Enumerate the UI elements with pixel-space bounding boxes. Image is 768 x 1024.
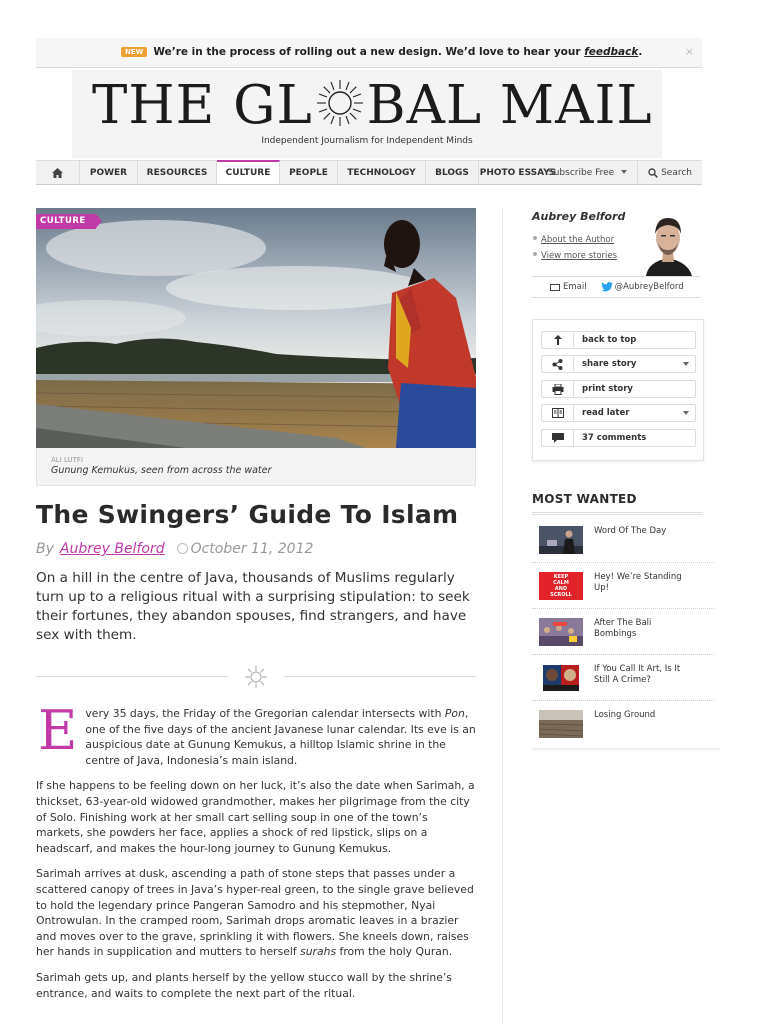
most-wanted-shadow bbox=[532, 748, 720, 752]
thumbnail bbox=[539, 664, 583, 692]
back-to-top-button[interactable] bbox=[541, 331, 696, 349]
tool-label: share story bbox=[582, 359, 637, 369]
paragraph-3 bbox=[36, 866, 476, 960]
most-wanted-list bbox=[532, 517, 714, 747]
about-author-link[interactable]: About the Author bbox=[533, 232, 617, 248]
printer-icon bbox=[542, 381, 574, 397]
list-item-label: If You Call It Art, Is It Still A Crime? bbox=[594, 664, 681, 685]
search-label: Search bbox=[661, 167, 692, 178]
chevron-down-icon bbox=[683, 411, 689, 415]
banner-message bbox=[121, 46, 642, 58]
p3-text-b: from the holy Quran. bbox=[336, 945, 453, 959]
byline-prefix: By bbox=[36, 541, 54, 557]
section-divider bbox=[36, 666, 476, 688]
feedback-link[interactable]: feedback bbox=[584, 46, 639, 58]
nav-item-power[interactable]: POWER bbox=[80, 161, 138, 184]
hero-image bbox=[36, 208, 476, 448]
read-later-button[interactable] bbox=[541, 404, 696, 422]
list-item[interactable] bbox=[532, 655, 714, 701]
logo-text-right: BAL MAIL bbox=[366, 74, 653, 136]
list-item-label: Hey! We’re Standing Up! bbox=[594, 572, 682, 593]
author-social bbox=[532, 276, 700, 298]
photo-credit: ALI LUTFI bbox=[51, 456, 84, 464]
nav-item-photo-essays[interactable]: PHOTO ESSAYS bbox=[479, 167, 557, 178]
twitter-link[interactable] bbox=[601, 282, 684, 292]
banner-text: We’re in the process of rolling out a new design. We’d love to hear your bbox=[153, 46, 585, 58]
article-standfirst: On a hill in the centre of Java, thousands of Muslims regularly turn up to a religious ritual with a surprising stipulation: to seek their fortunes, they abandon spouses, find strangers, and have sex with them. bbox=[36, 570, 470, 643]
story-tools bbox=[532, 319, 704, 461]
p1-text-a: very 35 days, the Friday of the Gregorian calendar intersects with bbox=[85, 707, 445, 720]
publish-date: October 11, 2012 bbox=[190, 541, 314, 557]
tool-label: read later bbox=[582, 408, 630, 418]
book-icon bbox=[542, 405, 574, 421]
list-item[interactable] bbox=[532, 609, 714, 655]
tool-label: print story bbox=[582, 384, 633, 394]
nav-item-people[interactable]: PEOPLE bbox=[280, 161, 338, 184]
photo-caption-text: Gunung Kemukus, seen from across the water bbox=[51, 465, 272, 476]
home-icon[interactable] bbox=[36, 161, 80, 184]
most-wanted-rule bbox=[532, 512, 702, 515]
masthead bbox=[72, 70, 662, 158]
chevron-down-icon bbox=[621, 170, 627, 174]
share-icon bbox=[542, 356, 574, 372]
tool-label: 37 comments bbox=[582, 433, 647, 443]
section-tag[interactable]: CULTURE bbox=[36, 214, 96, 229]
site-logo[interactable] bbox=[92, 76, 653, 134]
arrow-up-icon bbox=[542, 332, 574, 348]
tagline: Independent Journalism for Independent Minds bbox=[261, 136, 473, 146]
list-item-label: Losing Ground bbox=[594, 710, 656, 720]
subscribe-dropdown[interactable] bbox=[538, 168, 637, 178]
thumbnail bbox=[539, 526, 583, 554]
thumbnail bbox=[539, 618, 583, 646]
search-button[interactable] bbox=[637, 161, 702, 184]
subscribe-label: Subscribe Free bbox=[548, 167, 615, 178]
announcement-banner bbox=[36, 38, 702, 68]
list-item[interactable] bbox=[532, 701, 714, 747]
nav-item-resources[interactable]: RESOURCES bbox=[138, 161, 217, 184]
author-name[interactable]: Aubrey Belford bbox=[532, 210, 626, 223]
paragraph-1 bbox=[36, 699, 476, 768]
author-avatar bbox=[638, 204, 698, 276]
print-story-button[interactable] bbox=[541, 380, 696, 398]
nav-right bbox=[538, 161, 702, 184]
comment-icon bbox=[542, 430, 574, 446]
author-link[interactable]: Aubrey Belford bbox=[59, 541, 165, 557]
chevron-down-icon bbox=[683, 362, 689, 366]
column-divider bbox=[502, 208, 503, 1024]
photo-caption bbox=[36, 448, 476, 486]
logo-text-left: THE GL bbox=[92, 74, 313, 136]
close-icon[interactable]: × bbox=[684, 45, 694, 58]
search-icon bbox=[648, 168, 658, 178]
most-wanted-title: MOST WANTED bbox=[532, 492, 637, 506]
p1-emphasis: Pon bbox=[444, 707, 465, 720]
author-links bbox=[533, 232, 617, 264]
sun-ornament-icon bbox=[244, 666, 268, 688]
twitter-icon bbox=[601, 282, 613, 292]
more-stories-link[interactable]: View more stories bbox=[533, 248, 617, 264]
list-item[interactable] bbox=[532, 517, 714, 563]
clock-icon bbox=[177, 543, 188, 554]
thumbnail bbox=[539, 572, 583, 600]
article-headline: The Swingers’ Guide To Islam bbox=[36, 500, 459, 529]
banner-text-end: . bbox=[638, 46, 643, 58]
drop-cap: E bbox=[38, 699, 78, 762]
list-item[interactable] bbox=[532, 563, 714, 609]
email-icon bbox=[550, 284, 560, 291]
paragraph-2: If she happens to be feeling down on her luck, it’s also the date when Sarimah, a thickset, 63-year-old widowed grandmother, makes her pilgrimage from the city of Solo. Finishing work at her small cart selling soup in one of the town’s markets, she powders her face, applies a shock of red lipstick, slips on a headscarf, and makes the hour-long journey to Gunung Kemukus. bbox=[36, 779, 475, 855]
main-nav bbox=[36, 160, 702, 185]
p3-emphasis: surahs bbox=[300, 945, 337, 959]
list-item-label: Word Of The Day bbox=[594, 526, 667, 536]
twitter-handle: @AubreyBelford bbox=[614, 282, 684, 292]
share-story-button[interactable] bbox=[541, 355, 696, 373]
byline bbox=[36, 541, 313, 557]
nav-item-technology[interactable]: TECHNOLOGY bbox=[338, 161, 426, 184]
list-item-label: After The Bali Bombings bbox=[594, 618, 652, 639]
nav-item-culture[interactable]: CULTURE bbox=[217, 160, 280, 184]
p1-text-b: , one of the five days of the ancient Javanese lunar calendar. Its eve is an auspicious date at Gunung Kemukus, a hilltop Islamic shrine in the centre of Java, Indonesia’s main island. bbox=[85, 707, 476, 767]
logo-globe-icon bbox=[315, 78, 365, 128]
thumbnail-text: KEEP CALM AND SCROLL bbox=[550, 574, 572, 598]
new-badge: NEW bbox=[121, 47, 147, 57]
nav-item-blogs[interactable]: BLOGS bbox=[426, 161, 479, 184]
email-link[interactable]: Email bbox=[563, 282, 587, 292]
article-body bbox=[36, 699, 476, 1011]
tool-label: back to top bbox=[582, 335, 637, 345]
paragraph-4: Sarimah gets up, and plants herself by the yellow stucco wall by the shrine’s entrance, and waits to complete the next part of the ritual. bbox=[36, 970, 452, 1000]
p3-text-a: Sarimah arrives at dusk, ascending a path of stone steps that passes under a scattered canopy of trees in Java’s hyper-real green, to the single grave believed to hold the legendary prince Pangeran Samodro and his stepmother, Nyai Ontrowulan. In the cramped room, Sarimah drops aromatic leaves in a brazier and moves over to the grave, sprinkling it with flowers. She kneels down, raises her hands in supplication and mutters to herself bbox=[36, 867, 474, 959]
thumbnail bbox=[539, 710, 583, 738]
comments-button[interactable] bbox=[541, 429, 696, 447]
